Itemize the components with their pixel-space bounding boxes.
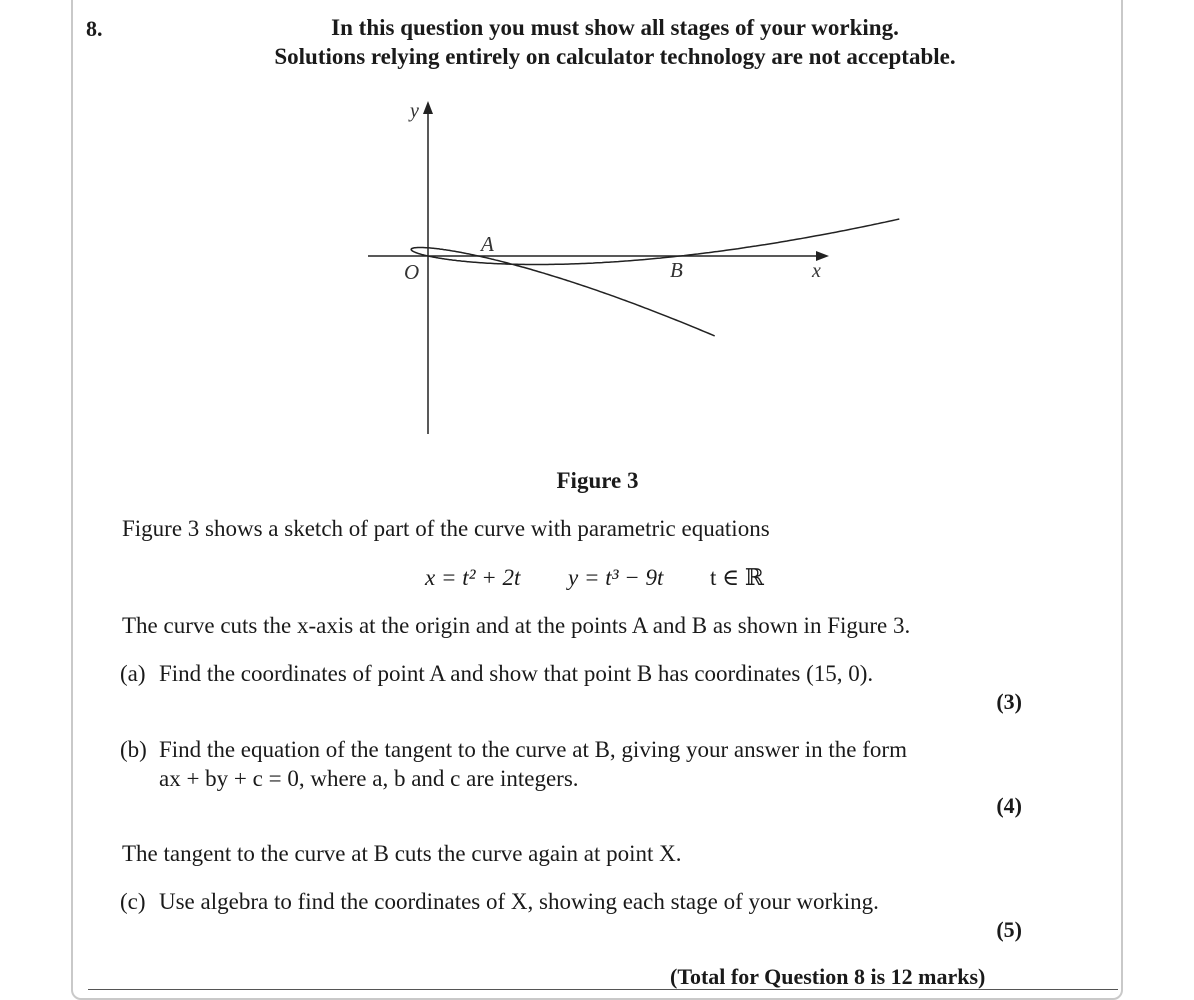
y-axis-label: y xyxy=(410,100,419,122)
part-b-label: (b) xyxy=(120,737,147,762)
part-c-marks: (5) xyxy=(996,917,1022,942)
intro-text: Figure 3 shows a sketch of part of the curve with parametric equations xyxy=(122,516,770,541)
part-c-label: (c) xyxy=(120,889,146,914)
instruction-line-1: In this question you must show all stages of your working. xyxy=(331,15,899,40)
equation-x: x = t² + 2t xyxy=(425,565,521,590)
point-a-label: A xyxy=(481,232,494,256)
origin-label: O xyxy=(404,260,420,284)
x-axis-label: x xyxy=(812,260,821,282)
cuts-sentence: The curve cuts the x-axis at the origin and at the points A and B as shown in Figure 3. xyxy=(122,613,911,638)
part-b-text-line-2: ax + by + c = 0, where a, b and c are integers. xyxy=(159,766,579,791)
part-a-text: Find the coordinates of point A and show that point B has coordinates (15, 0). xyxy=(159,661,874,686)
instruction-line-2: Solutions relying entirely on calculator technology are not acceptable. xyxy=(274,44,956,69)
part-a-marks: (3) xyxy=(996,689,1022,714)
tangent-sentence: The tangent to the curve at B cuts the curve again at point X. xyxy=(122,841,682,866)
part-b-text-line-1: Find the equation of the tangent to the curve at B, giving your answer in the form xyxy=(159,737,907,762)
y-axis-arrow xyxy=(423,101,433,114)
equation-domain: t ∈ ℝ xyxy=(710,565,765,590)
bottom-rule xyxy=(88,989,1118,990)
part-a-label: (a) xyxy=(120,661,146,686)
question-total: (Total for Question 8 is 12 marks) xyxy=(670,964,986,989)
question-number: 8. xyxy=(86,16,103,41)
figure-caption: Figure 3 xyxy=(556,468,639,493)
figure-3-sketch xyxy=(0,0,1194,470)
equation-y: y = t³ − 9t xyxy=(568,565,664,590)
part-b-marks: (4) xyxy=(996,793,1022,818)
point-b-label: B xyxy=(670,258,683,282)
part-c-text: Use algebra to find the coordinates of X, showing each stage of your working. xyxy=(159,889,879,914)
